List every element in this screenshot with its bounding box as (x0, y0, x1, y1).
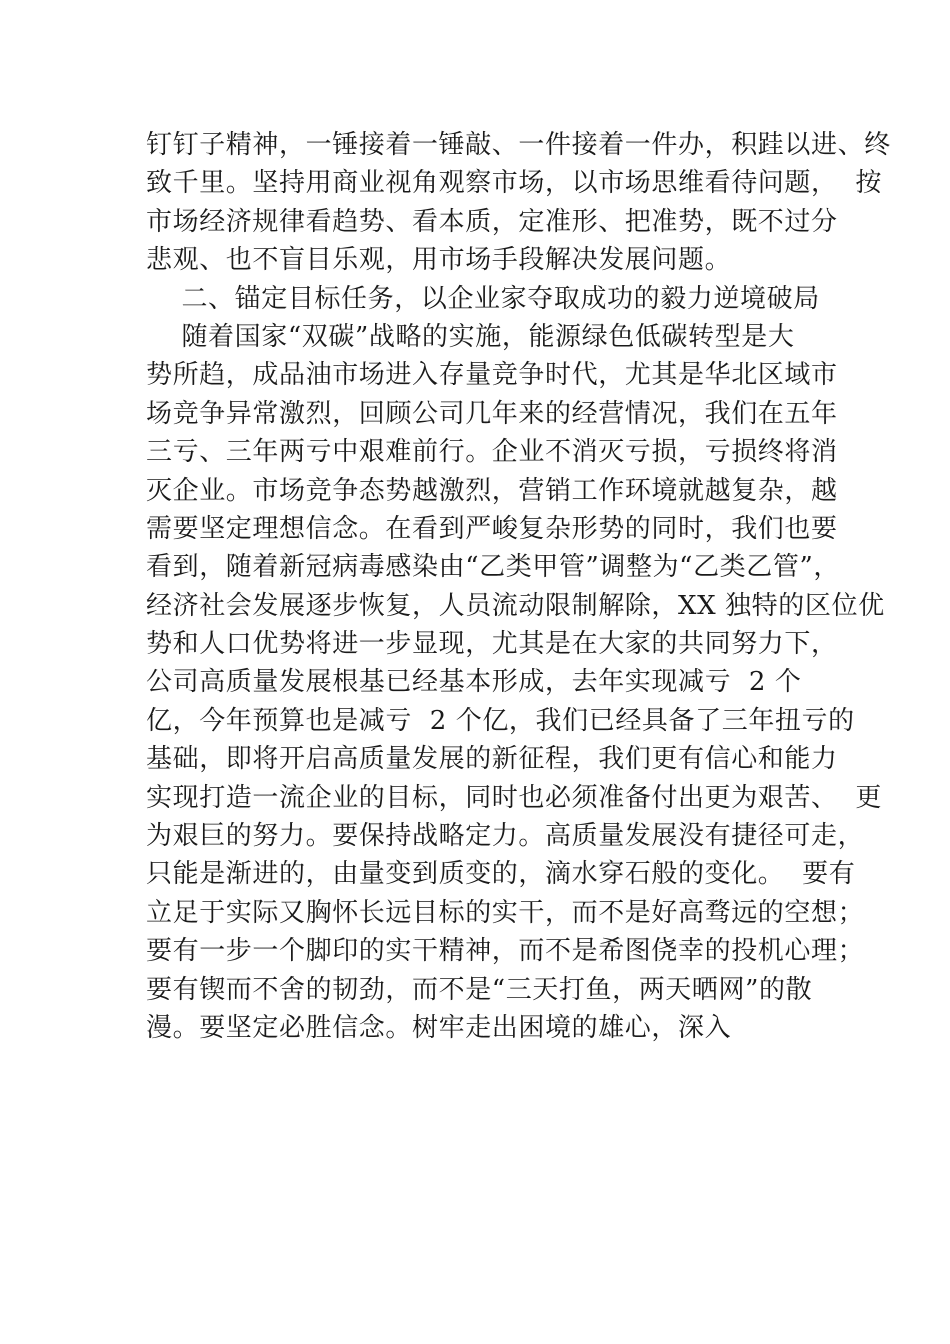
text-line: 势和人口优势将进一步显现，尤其是在大家的共同努力下， (146, 629, 838, 660)
section-heading: 二、锚定目标任务，以企业家夺取成功的毅力逆境破局 (146, 283, 820, 314)
text-line: 钉钉子精神，一锤接着一锤敲、一件接着一件办，积跬以进、终 (146, 130, 891, 160)
text-line: 致千里。坚持用商业视角观察市场，以市场思维看待问题， 按 (146, 168, 882, 199)
text-line: 悲观、也不盲目乐观，用市场手段解决发展问题。 (146, 245, 732, 276)
text-line: 市场经济规律看趋势、看本质，定准形、把准势，既不过分 (146, 206, 838, 237)
body-text (146, 126, 891, 1047)
text-line: 看到，随着新冠病毒感染由“乙类甲管”调整为“乙类乙管”， (146, 552, 840, 583)
text-line: 随着国家“双碳”战略的实施，能源绿色低碳转型是大 (146, 321, 795, 352)
text-line: 需要坚定理想信念。在看到严峻复杂形势的同时，我们也要 (146, 513, 838, 544)
text-line: 基础，即将开启高质量发展的新征程，我们更有信心和能力 (146, 744, 838, 775)
text-line: 为艰巨的努力。要保持战略定力。高质量发展没有捷径可走， (146, 821, 865, 852)
text-line: 灭企业。市场竞争态势越激烈，营销工作环境就越复杂，越 (146, 475, 838, 506)
text-line: 要有一步一个脚印的实干精神，而不是希图侥幸的投机心理； (146, 936, 865, 967)
text-line: 立足于实际又胸怀长远目标的实干，而不是好高骛远的空想； (146, 897, 865, 928)
text-line: 漫。要坚定必胜信念。树牢走出困境的雄心，深入 (146, 1012, 732, 1043)
text-line: 公司高质量发展根基已经基本形成，去年实现减亏 2 个 (146, 667, 802, 698)
text-line: 场竞争异常激烈，回顾公司几年来的经营情况，我们在五年 (146, 398, 838, 429)
text-line: 势所趋，成品油市场进入存量竞争时代，尤其是华北区域市 (146, 360, 838, 391)
text-line: 经济社会发展逐步恢复，人员流动限制解除，XX 独特的区位优 (146, 590, 885, 621)
text-line: 实现打造一流企业的目标，同时也必须准备付出更为艰苦、 更 (146, 782, 882, 813)
text-line: 三亏、三年两亏中艰难前行。企业不消灭亏损，亏损终将消 (146, 437, 838, 468)
text-line: 亿，今年预算也是减亏 2 个亿，我们已经具备了三年扭亏的 (146, 705, 855, 736)
text-line: 只能是渐进的，由量变到质变的，滴水穿石般的变化。 要有 (146, 859, 856, 890)
text-line: 要有锲而不舍的韧劲，而不是“三天打鱼，两天晒网”的散 (146, 974, 813, 1005)
